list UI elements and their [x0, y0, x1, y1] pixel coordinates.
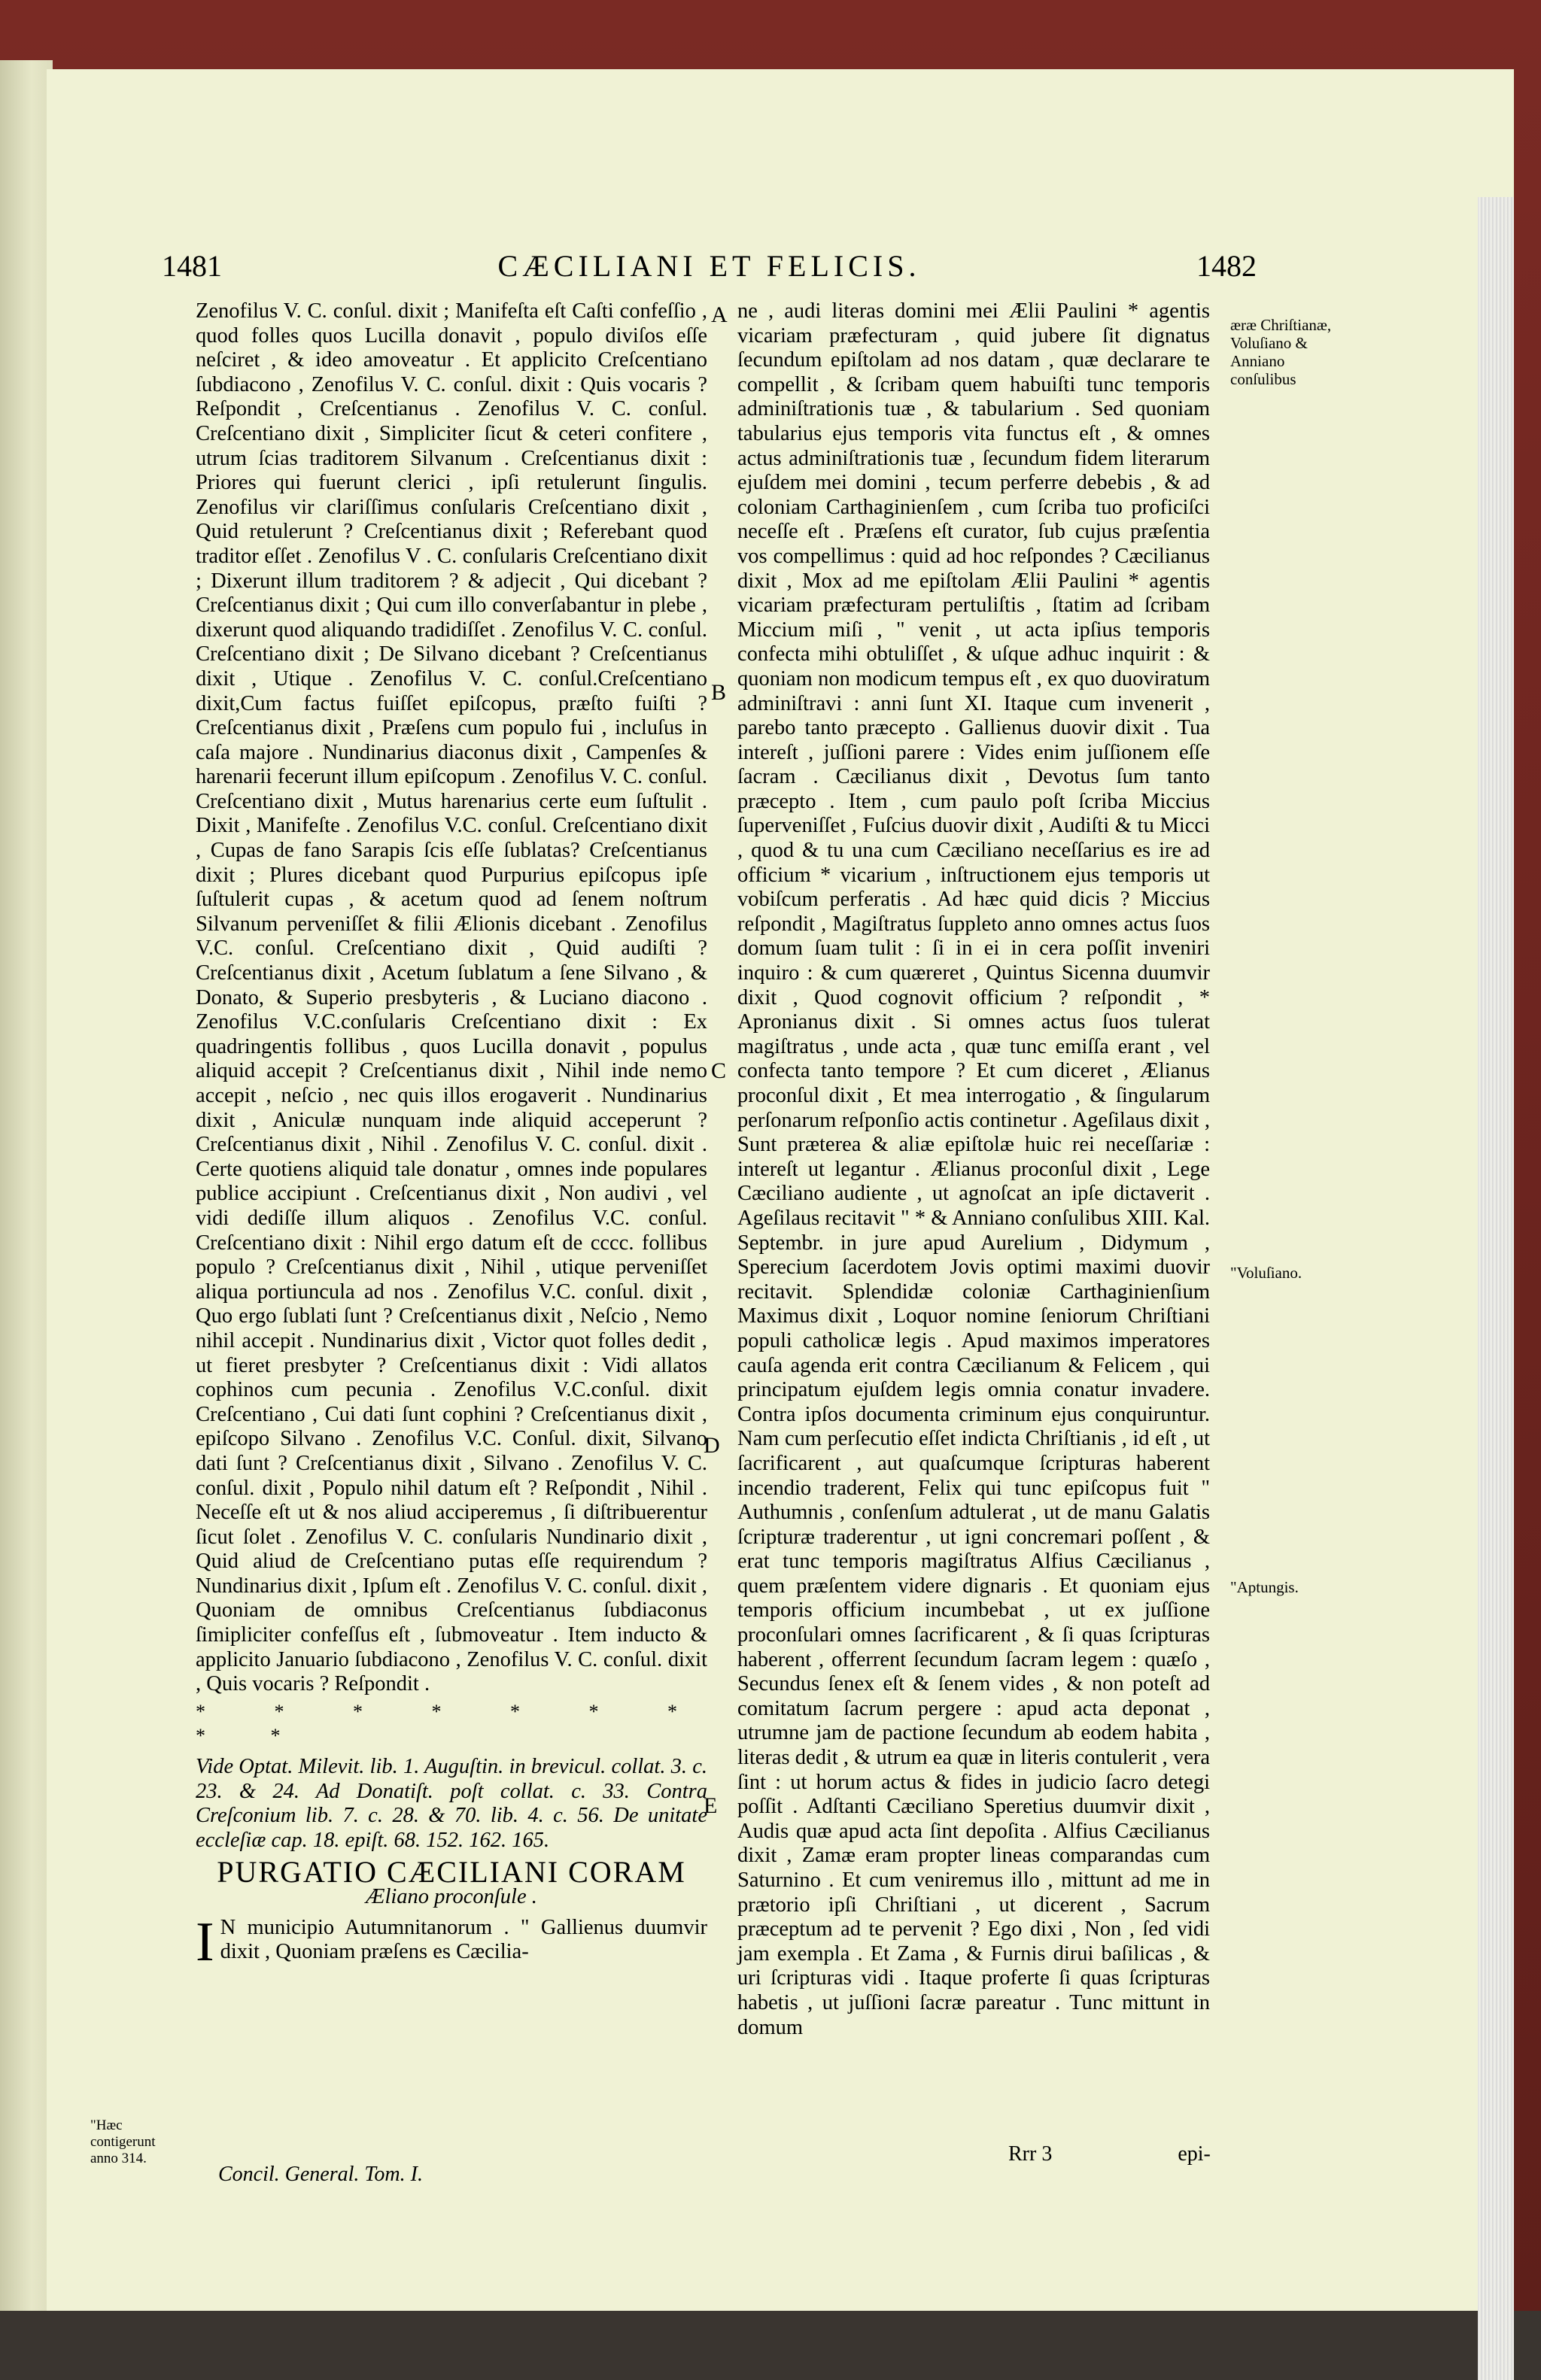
catchword: epi- [1178, 2142, 1211, 2166]
previous-page-edge [0, 60, 53, 2311]
section-opening [196, 1911, 707, 1973]
margin-note-era: æræ Chriſtianæ, Voluſiano & Anniano conſulibus [1230, 316, 1332, 388]
section-title: PURGATIO CÆCILIANI CORAM [217, 1855, 686, 1890]
right-column-text: ne , audi literas domini mei Ælii Paulini * agentis vicariam præfecturam , quid jubere ſit dignatus ſecundum epiſtolam ad nos datam , quæ declarare te compellit , & ſcribam quem habuiſti tunc temporis adminiſtrationis tuæ , & tabularium . Sed quoniam tabularius ejus temporis vita functus eſt , & omnes actus adminiſtrationis tuæ , ſecundum fidem literarum ejuſdem mei domini , tecum perferre debebis , & ad coloniam Carthaginienſem , cum ſcriba tuo proficiſci neceſſe eſt . Præſens eſt curator, ſub cujus præſentia vos compellimus : quid ad hoc reſpondes ? Cæcilianus dixit , Mox ad me epiſtolam Ælii Paulini * agentis vicariam præfecturam pertuliſtis , ſtatim ad ſcribam Miccium miſi , " venit , ut acta ipſius temporis confecta mihi obtuliſſet , & uſque adhuc inquirit : & quoniam non modicum tempus eſt , ex quo duoviratum adminiſtravi : anni ſunt XI. Itaque cum invenerit , parebo tanto præcepto . Gallienus duovir dixit . Tua intereſt , juſſioni parere : Vides enim juſſionem eſſe ſacram . Cæcilianus dixit , Devotus ſum tanto præcepto . Item , cum paulo poſt ſcriba Miccius ſuperveniſſet , Fuſcius duovir dixit , Audiſti & tu Micci , quod & tu una cum Cæciliano neceſſarius es ire ad officium * vicarium , inſtructionem ejus temporis ut vobiſcum perferatis . Ad hæc quid dicis ? Miccius reſpondit , Magiſtratus ſuppleto anno omnes actus ſuos domum ſuam tulit : ſi in ei in cera poſſit inveniri inquiro : & cum quæreret , Quintus Sicenna duumvir dixit , Quod cognovit officium ? reſpondit , * Apronianus dixit . Si omnes actus ſuos tulerat magiſtratus , unde acta , quæ tunc emiſſa erant , vel confecta tanto tempore ? Et cum diceret , Ælianus proconſul dixit , Et mea interrogatio , & ſingularum perſonarum reſponſio actis continetur . Ageſilaus dixit , Sunt præterea & aliæ epiſtolæ huic rei neceſſariæ : intereſt ut legantur . Ælianus proconſul dixit , Lege Cæciliano audiente , ut agnoſcat an ipſe dictaverit . Ageſilaus recitavit " * & Anniano conſulibus XIII. Kal. Septembr. in jure apud Aurelium , Didymum , Sperecium ſacerdotem Jovis optimi maximi duovir recitavit. Splendidæ coloniæ Carthaginienſium Maximus dixit , Loquor nomine ſeniorum Chriſtiani populi catholicæ legis . Apud maximos imperatores cauſa agenda erit contra Cæcilianum & Felicem , qui principatum ejuſdem legis omnia conatur invadere. Contra ipſos documenta criminum ejus conquiruntur. Nam cum perſecutio eſſet indicta Chriſtianis , id eſt , ut ſacrificarent , aut quaſcumque ſcripturas haberent incendio traderent, Felix qui tunc epiſcopus fuit " Authumnis , conſenſum adtulerat , ut de manu Galatis ſcripturæ traderentur , ut igni concremari poſſent , & erat tunc temporis magiſtratus Alfius Cæcilianus , quem præſentem videre dignaris . Et quoniam ejus temporis officium incumbebat , ut ex juſſione proconſulari omnes ſacrificarent , & ſi quas ſcripturas haberent , offerrent ſecundum ſacram legem : quæſo , Secundus ſenex eſt & ſenem vides , & non poteſt ad comitatum ſacrum pergere : apud acta deponat , utrumne jam de pactione ſecundum ab eodem habita , literas dedit , & utrum ea quæ in literis contulerit , vera ſint : ut horum actus & fides in judicio ſacro detegi poſſit . Adſtanti Cæciliano Speretius duumvir dixit , Audis quæ apud acta ſint depoſita . Alfius Cæcilianus dixit , Zamæ eram propter lineas comparandas cum Saturnino . Et cum veniremus illo , mittunt ad me in prætorio ipſi Chriſtiani , ut dicerent , Sacrum præceptum ad te pervenit ? Ego dixi , Non , ſed vidi jam exempla . Et Zama , & Furnis dirui baſilicas , & uri ſcripturas vidi . Itaque proferte ſi quas ſcripturas habetis , ut juſſioni ſacræ pareatur . Tunc mittunt in domum [737, 299, 1210, 2039]
margin-note-year: "Hæc contigerunt anno 314. [90, 2117, 156, 2166]
left-column [196, 299, 707, 1973]
page-number-left: 1481 [162, 249, 222, 283]
signature-mark: Rrr 3 [1008, 2142, 1053, 2166]
running-title: CÆCILIANI ET FELICIS. [497, 249, 921, 283]
references: Vide Optat. Milevit. lib. 1. Auguſtin. in brevicul. collat. 3. c. 23. & 24. Ad Donatiſt. poſt collat. c. 33. Contra Creſconium lib. 7. c. 28. & 70. lib. 4. c. 56. De unitate eccleſiæ cap. 18. epiſt. 68. 152. 162. 165. [196, 1755, 707, 1852]
footer-signature-right [1008, 2142, 1211, 2166]
section-letter-a: A [711, 302, 728, 327]
section-letter-e: E [704, 1793, 718, 1818]
page-stack-edge [1478, 197, 1514, 2380]
section-letter-d: D [704, 1433, 720, 1458]
section-opening-text: N municipio Autumnitanorum . " Gallienus duumvir dixit , Quoniam præſens es Cæcilia- [220, 1915, 707, 1964]
margin-note-volusiano: "Voluſiano. [1230, 1264, 1302, 1282]
section-letter-c: C [711, 1058, 727, 1083]
dropcap: I [196, 1911, 214, 1973]
left-column-text: Zenofilus V. C. conſul. dixit ; Manifeſta eſt Caſti confeſſio , quod folles quos Lucilla donavit , populo diviſos eſſe neſciret , & ideo amoveatur . Et applicito Creſcentiano ſubdiacono , Zenofilus V. C. conſul. dixit : Quis vocaris ? Reſpondit , Creſcentianus . Zenofilus V. C. conſul. Creſcentiano dixit , Simpliciter ſicut & ceteri confitere , utrum ſcias traditorem Silvanum . Creſcentianus dixit : Priores qui fuerunt clerici , ipſi retulerunt ſingulis. Zenofilus vir clariſſimus conſularis Creſcentiano dixit , Quid retulerunt ? Creſcentianus dixit ; Referebant quod traditor eſſet . Zenofilus V . C. conſularis Creſcentiano dixit ; Dixerunt illum traditorem ? & adjecit , Qui dicebant ? Creſcentianus dixit ; Qui cum illo converſabantur in plebe , dixerunt quod aliquando tradidiſſet . Zenofilus V. C. conſul. Creſcentiano dixit ; De Silvano dicebant ? Creſcentianus dixit , Utique . Zenofilus V. C. conſul.Creſcentiano dixit,Cum factus fuiſſet epiſcopus, præſto fuiſti ? Creſcentianus dixit , Præſens cum populo fui , incluſus in caſa majore . Nundinarius diaconus dixit , Campenſes & harenarii fecerunt illum epiſcopum . Zenofilus V. C. conſul. Creſcentiano dixit , Mutus harenarius certe eum ſuſtulit . Dixit , Manifeſte . Zenofilus V.C. conſul. Creſcentiano dixit , Cupas de fano Sarapis ſcis eſſe ſublatas? Creſcentianus dixit ; Plures dicebant quod Purpurius epiſcopus ipſe ſuſtulerit cupas , & acetum quod ad ſenem noſtrum Silvanum perveniſſet & filii Ælionis dicebant . Zenofilus V.C. conſul. Creſcentiano dixit , Quid audiſti ? Creſcentianus dixit , Acetum ſublatum a ſene Silvano , & Donato, & Superio presbyteris , & Luciano diacono . Zenofilus V.C.conſularis Creſcentiano dixit : Ex quadringentis follibus , quos Lucilla donavit , populus aliquid accepit ? Creſcentianus dixit , Nihil inde nemo accepit , neſcio , nec quis illos erogaverit . Nundinarius dixit , Aniculæ nunquam inde aliquid acceperunt ? Creſcentianus dixit , Nihil . Zenofilus V. C. conſul. dixit . Certe quotiens aliquid tale donatur , omnes inde populares publice accipiunt . Creſcentianus dixit , Non audivi , vel vidi dediſſe illum aliquos . Zenofilus V.C. conſul. Creſcentiano dixit : Nihil ergo datum eſt de cccc. follibus populo ? Creſcentianus dixit , Nihil , utique perveniſſet aliqua portiuncula ad nos . Zenofilus V.C. conſul. dixit , Quo ergo ſublati ſunt ? Creſcentianus dixit , Neſcio , Nemo nihil accepit . Nundinarius dixit , Victor quot folles dedit , ut fieret presbyter ? Creſcentianus dixit : Vidi allatos cophinos cum pecunia . Zenofilus V.C.conſul. dixit Creſcentiano , Cui dati ſunt cophini ? Creſcentianus dixit , epiſcopo Silvano . Zenofilus V.C. Conſul. dixit, Silvano dati ſunt ? Creſcentianus dixit , Silvano . Zenofilus V. C. conſul. dixit , Populo nihil datum eſt ? Reſpondit , Nihil . Neceſſe eſt ut & nos aliud acciperemus , ſi diſtribuerentur ſicut ſolet . Zenofilus V. C. conſularis Nundinario dixit , Quid aliud de Creſcentiano putas eſſe requirendum ? Nundinarius dixit , Ipſum eſt . Zenofilus V. C. conſul. dixit , Quoniam de omnibus Creſcentianus ſubdiaconus ſimipliciter confeſſus eſt , ſubmoveatur . Item inducto & applicito Januario ſubdiacono , Zenofilus V. C. conſul. dixit , Quis vocaris ? Reſpondit . [196, 299, 707, 1696]
margin-note-aptungis: "Aptungis. [1230, 1578, 1299, 1596]
footer-signature-left: Concil. General. Tom. I. [218, 2163, 423, 2186]
ellipsis-stars: * * * * * * * * * [196, 1700, 707, 1747]
right-column [737, 299, 1210, 2040]
page-number-right: 1482 [1196, 249, 1257, 283]
running-header [162, 248, 1257, 293]
section-letter-b: B [711, 680, 727, 705]
section-subtitle: Æliano proconſule . [366, 1885, 537, 1908]
